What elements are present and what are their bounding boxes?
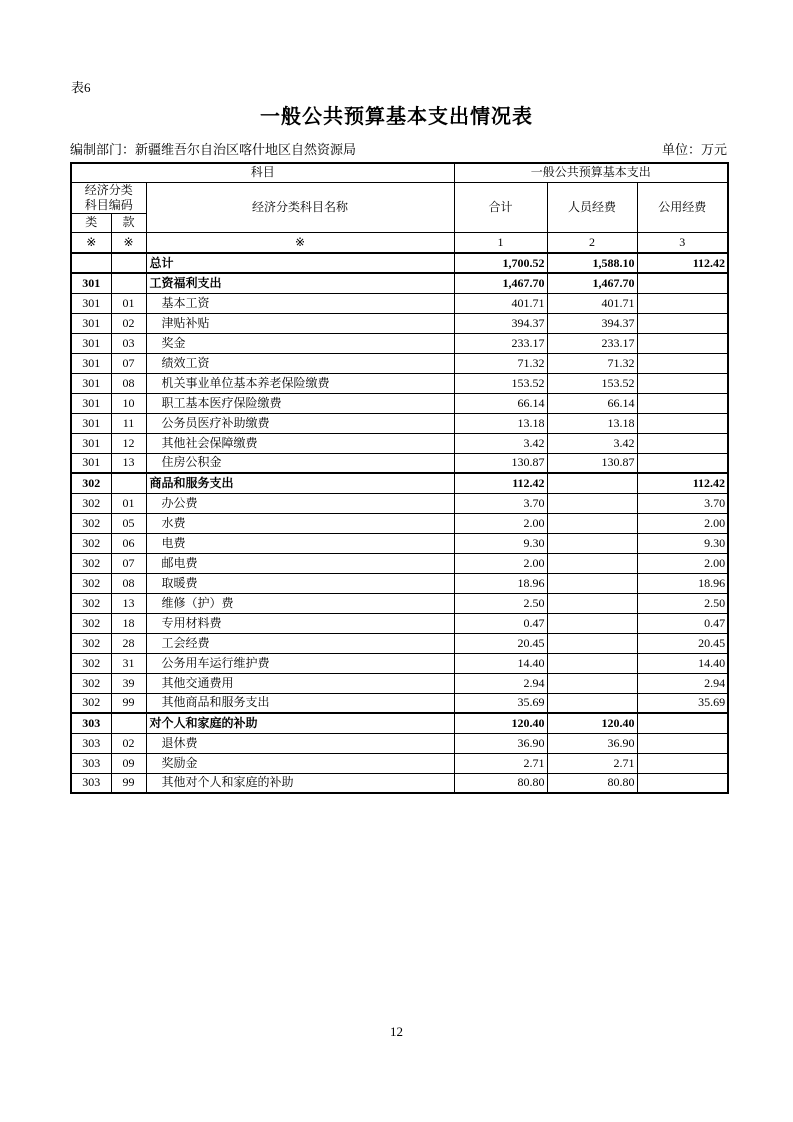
table-row — [71, 273, 728, 293]
header-marks-row — [71, 232, 728, 253]
header-section-label: 款 — [111, 213, 146, 232]
table-row — [71, 253, 728, 273]
total-cell: 71.32 — [454, 353, 547, 373]
class-code-cell: 301 — [71, 413, 111, 433]
subject-name-cell: 住房公积金 — [146, 453, 454, 473]
table-row — [71, 713, 728, 733]
total-cell: 120.40 — [454, 713, 547, 733]
section-code-cell — [111, 713, 146, 733]
class-code-cell: 302 — [71, 673, 111, 693]
unit-label: 单位：万元 — [661, 142, 727, 157]
personnel-cell — [547, 693, 637, 713]
subject-name-cell: 退休费 — [146, 733, 454, 753]
total-cell: 112.42 — [454, 473, 547, 493]
subject-name-cell: 总计 — [146, 253, 454, 273]
table-row — [71, 693, 728, 713]
public-cell: 2.00 — [637, 553, 728, 573]
header-total-label: 合计 — [454, 182, 547, 232]
header-name-label: 经济分类科目名称 — [146, 182, 454, 232]
header-public-label: 公用经费 — [637, 182, 728, 232]
personnel-cell — [547, 533, 637, 553]
subject-name-cell: 商品和服务支出 — [146, 473, 454, 493]
personnel-cell: 1,467.70 — [547, 273, 637, 293]
table-row — [71, 513, 728, 533]
table-row — [71, 373, 728, 393]
class-code-cell — [71, 253, 111, 273]
subject-name-cell: 基本工资 — [146, 293, 454, 313]
total-cell: 2.71 — [454, 753, 547, 773]
section-code-cell — [111, 473, 146, 493]
public-cell: 112.42 — [637, 473, 728, 493]
personnel-cell: 130.87 — [547, 453, 637, 473]
public-cell: 2.94 — [637, 673, 728, 693]
section-code-cell: 31 — [111, 653, 146, 673]
total-cell: 1,700.52 — [454, 253, 547, 273]
personnel-cell: 1,588.10 — [547, 253, 637, 273]
table-row — [71, 753, 728, 773]
section-code-cell: 10 — [111, 393, 146, 413]
table-row — [71, 673, 728, 693]
section-code-cell: 02 — [111, 313, 146, 333]
table-row — [71, 453, 728, 473]
section-code-cell — [111, 273, 146, 293]
personnel-cell: 401.71 — [547, 293, 637, 313]
total-cell: 130.87 — [454, 453, 547, 473]
personnel-cell — [547, 673, 637, 693]
section-code-cell: 39 — [111, 673, 146, 693]
public-cell — [637, 433, 728, 453]
section-code-cell: 09 — [111, 753, 146, 773]
total-cell: 1,467.70 — [454, 273, 547, 293]
personnel-cell: 233.17 — [547, 333, 637, 353]
total-cell: 20.45 — [454, 633, 547, 653]
section-code-cell — [111, 253, 146, 273]
public-cell — [637, 373, 728, 393]
public-cell: 3.70 — [637, 493, 728, 513]
budget-table-body — [71, 253, 728, 793]
public-cell: 18.96 — [637, 573, 728, 593]
public-cell — [637, 733, 728, 753]
subject-name-cell: 工资福利支出 — [146, 273, 454, 293]
class-code-cell: 301 — [71, 433, 111, 453]
section-code-cell: 07 — [111, 553, 146, 573]
total-cell: 153.52 — [454, 373, 547, 393]
budget-table — [70, 162, 729, 794]
public-cell — [637, 413, 728, 433]
table-row — [71, 633, 728, 653]
section-code-cell: 08 — [111, 573, 146, 593]
personnel-cell: 153.52 — [547, 373, 637, 393]
public-cell: 112.42 — [637, 253, 728, 273]
personnel-cell: 71.32 — [547, 353, 637, 373]
subject-name-cell: 公务用车运行维护费 — [146, 653, 454, 673]
section-code-cell: 01 — [111, 493, 146, 513]
subject-name-cell: 取暖费 — [146, 573, 454, 593]
class-code-cell: 301 — [71, 293, 111, 313]
class-code-cell: 302 — [71, 553, 111, 573]
header-group-row — [71, 163, 728, 182]
public-cell — [637, 773, 728, 793]
total-cell: 13.18 — [454, 413, 547, 433]
table-row — [71, 353, 728, 373]
header-budget-group: 一般公共预算基本支出 — [454, 163, 728, 182]
personnel-cell — [547, 593, 637, 613]
personnel-cell: 80.80 — [547, 773, 637, 793]
personnel-cell: 3.42 — [547, 433, 637, 453]
table-row — [71, 593, 728, 613]
subject-name-cell: 其他交通费用 — [146, 673, 454, 693]
class-code-cell: 302 — [71, 633, 111, 653]
subject-name-cell: 电费 — [146, 533, 454, 553]
section-code-cell: 03 — [111, 333, 146, 353]
class-code-cell: 301 — [71, 373, 111, 393]
column-index-cell: 3 — [637, 232, 728, 253]
table-meta-row — [70, 139, 727, 158]
header-label-row — [71, 182, 728, 213]
class-code-cell: 303 — [71, 713, 111, 733]
total-cell: 394.37 — [454, 313, 547, 333]
public-cell: 9.30 — [637, 533, 728, 553]
column-index-cell: 2 — [547, 232, 637, 253]
subject-name-cell: 奖金 — [146, 333, 454, 353]
table-row — [71, 433, 728, 453]
class-code-cell: 302 — [71, 533, 111, 553]
class-code-cell: 302 — [71, 493, 111, 513]
class-code-cell: 302 — [71, 613, 111, 633]
subject-name-cell: 其他对个人和家庭的补助 — [146, 773, 454, 793]
header-class-label: 类 — [71, 213, 111, 232]
class-code-cell: 303 — [71, 773, 111, 793]
total-cell: 80.80 — [454, 773, 547, 793]
personnel-cell — [547, 493, 637, 513]
total-cell: 36.90 — [454, 733, 547, 753]
personnel-cell — [547, 613, 637, 633]
class-code-cell: 301 — [71, 273, 111, 293]
personnel-cell — [547, 633, 637, 653]
personnel-cell — [547, 473, 637, 493]
public-cell — [637, 313, 728, 333]
public-cell — [637, 293, 728, 313]
subject-name-cell: 奖励金 — [146, 753, 454, 773]
prepared-by-label: 编制部门：新疆维吾尔自治区喀什地区自然资源局 — [70, 142, 357, 157]
header-subject-group: 科目 — [71, 163, 454, 182]
public-cell — [637, 333, 728, 353]
page-title: 一般公共预算基本支出情况表 — [260, 106, 533, 128]
personnel-cell: 394.37 — [547, 313, 637, 333]
public-cell — [637, 353, 728, 373]
class-code-cell: 302 — [71, 653, 111, 673]
header-code-label: 经济分类科目编码 — [71, 182, 146, 213]
table-row — [71, 333, 728, 353]
section-code-cell: 11 — [111, 413, 146, 433]
public-cell — [637, 453, 728, 473]
section-code-cell: 99 — [111, 693, 146, 713]
public-cell — [637, 273, 728, 293]
table-row — [71, 493, 728, 513]
class-code-cell: 303 — [71, 733, 111, 753]
total-cell: 9.30 — [454, 533, 547, 553]
total-cell: 401.71 — [454, 293, 547, 313]
subject-name-cell: 邮电费 — [146, 553, 454, 573]
personnel-cell: 2.71 — [547, 753, 637, 773]
personnel-cell — [547, 653, 637, 673]
total-cell: 66.14 — [454, 393, 547, 413]
table-row — [71, 733, 728, 753]
section-code-cell: 13 — [111, 593, 146, 613]
total-cell: 233.17 — [454, 333, 547, 353]
section-code-cell: 12 — [111, 433, 146, 453]
section-code-cell: 99 — [111, 773, 146, 793]
subject-name-cell: 公务员医疗补助缴费 — [146, 413, 454, 433]
table-row — [71, 533, 728, 553]
class-code-cell: 301 — [71, 393, 111, 413]
section-code-cell: 08 — [111, 373, 146, 393]
personnel-cell: 66.14 — [547, 393, 637, 413]
table-row — [71, 573, 728, 593]
section-code-cell: 07 — [111, 353, 146, 373]
subject-name-cell: 其他商品和服务支出 — [146, 693, 454, 713]
subject-name-cell: 津贴补贴 — [146, 313, 454, 333]
budget-table-header — [71, 163, 728, 253]
subject-name-cell: 对个人和家庭的补助 — [146, 713, 454, 733]
public-cell: 2.50 — [637, 593, 728, 613]
table-row — [71, 773, 728, 793]
subject-name-cell: 其他社会保障缴费 — [146, 433, 454, 453]
total-cell: 3.42 — [454, 433, 547, 453]
table-row — [71, 653, 728, 673]
class-code-cell: 302 — [71, 513, 111, 533]
mark-cell: ※ — [146, 232, 454, 253]
subject-name-cell: 机关事业单位基本养老保险缴费 — [146, 373, 454, 393]
section-code-cell: 06 — [111, 533, 146, 553]
table-row — [71, 613, 728, 633]
table-row — [71, 393, 728, 413]
public-cell — [637, 393, 728, 413]
page-number: 12 — [390, 1024, 403, 1039]
section-code-cell: 02 — [111, 733, 146, 753]
subject-name-cell: 绩效工资 — [146, 353, 454, 373]
class-code-cell: 303 — [71, 753, 111, 773]
class-code-cell: 302 — [71, 573, 111, 593]
total-cell: 18.96 — [454, 573, 547, 593]
total-cell: 2.00 — [454, 553, 547, 573]
public-cell: 35.69 — [637, 693, 728, 713]
class-code-cell: 301 — [71, 453, 111, 473]
personnel-cell — [547, 573, 637, 593]
section-code-cell: 13 — [111, 453, 146, 473]
mark-cell: ※ — [71, 232, 111, 253]
class-code-cell: 301 — [71, 333, 111, 353]
total-cell: 35.69 — [454, 693, 547, 713]
header-personnel-label: 人员经费 — [547, 182, 637, 232]
personnel-cell — [547, 513, 637, 533]
table-row — [71, 553, 728, 573]
personnel-cell: 120.40 — [547, 713, 637, 733]
section-code-cell: 01 — [111, 293, 146, 313]
subject-name-cell: 办公费 — [146, 493, 454, 513]
section-code-cell: 05 — [111, 513, 146, 533]
table-row — [71, 313, 728, 333]
public-cell: 0.47 — [637, 613, 728, 633]
table-row — [71, 473, 728, 493]
table-row — [71, 413, 728, 433]
public-cell: 20.45 — [637, 633, 728, 653]
class-code-cell: 302 — [71, 473, 111, 493]
total-cell: 0.47 — [454, 613, 547, 633]
subject-name-cell: 维修（护）费 — [146, 593, 454, 613]
personnel-cell: 36.90 — [547, 733, 637, 753]
class-code-cell: 301 — [71, 313, 111, 333]
total-cell: 14.40 — [454, 653, 547, 673]
section-code-cell: 18 — [111, 613, 146, 633]
column-index-cell: 1 — [454, 232, 547, 253]
public-cell: 2.00 — [637, 513, 728, 533]
public-cell — [637, 713, 728, 733]
class-code-cell: 302 — [71, 593, 111, 613]
table-row — [71, 293, 728, 313]
table-number-label: 表6 — [71, 80, 91, 95]
total-cell: 3.70 — [454, 493, 547, 513]
subject-name-cell: 专用材料费 — [146, 613, 454, 633]
subject-name-cell: 工会经费 — [146, 633, 454, 653]
total-cell: 2.94 — [454, 673, 547, 693]
total-cell: 2.50 — [454, 593, 547, 613]
personnel-cell: 13.18 — [547, 413, 637, 433]
section-code-cell: 28 — [111, 633, 146, 653]
subject-name-cell: 职工基本医疗保险缴费 — [146, 393, 454, 413]
total-cell: 2.00 — [454, 513, 547, 533]
subject-name-cell: 水费 — [146, 513, 454, 533]
mark-cell: ※ — [111, 232, 146, 253]
class-code-cell: 301 — [71, 353, 111, 373]
class-code-cell: 302 — [71, 693, 111, 713]
public-cell: 14.40 — [637, 653, 728, 673]
public-cell — [637, 753, 728, 773]
personnel-cell — [547, 553, 637, 573]
